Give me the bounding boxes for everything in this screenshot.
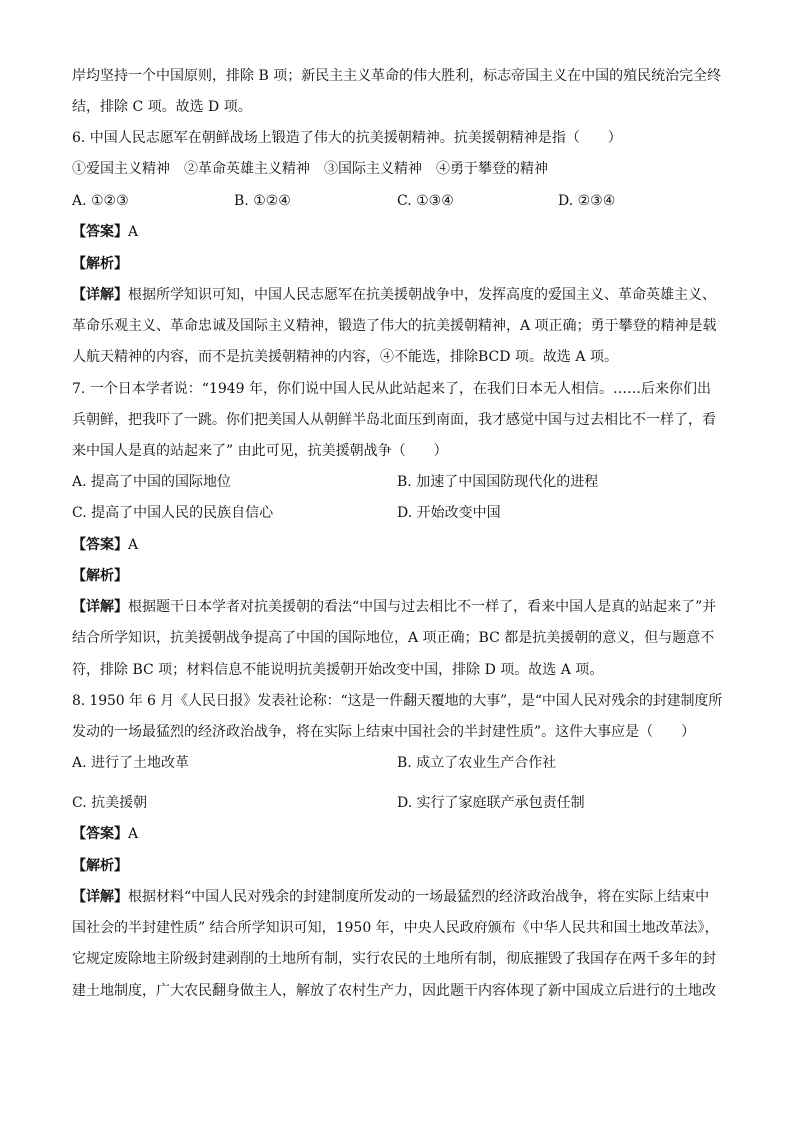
q6-option-b: B. ①②④ bbox=[234, 193, 291, 209]
q7-stem-line: 7. 一个日本学者说：“1949 年，你们说中国人民从此站起来了，在我们日本无人相信。……后来你们出 bbox=[72, 381, 712, 397]
q8-analysis-title: 【解析】 bbox=[72, 858, 128, 874]
q6-detail-line: 【详解】根据所学知识可知，中国人民志愿军在抗美援朝战争中，发挥高度的爱国主义、革命英雄主义、 bbox=[72, 287, 716, 303]
q8-stem-line: 8. 1950 年 6 月《人民日报》发表社论称：“这是一件翻天覆地的大事”，是“中国人民对残余的封建制度所 bbox=[72, 693, 722, 709]
q6-stem: 6. 中国人民志愿军在朝鲜战场上锻造了伟大的抗美援朝精神。抗美援朝精神是指（ ） bbox=[72, 130, 622, 146]
q7-detail-line: 符，排除 BC 项；材料信息不能说明抗美援朝开始改变中国，排除 D 项。故选 A 项。 bbox=[72, 662, 604, 678]
q8-detail-line: 【详解】根据材料“中国人民对残余的封建制度所发动的一场最猛烈的经济政治战争，将在实际上结束中 bbox=[72, 889, 710, 905]
q8-option-d: D. 实行了家庭联产承包责任制 bbox=[397, 795, 585, 811]
q6-analysis-title: 【解析】 bbox=[72, 256, 128, 272]
q7-option-b: B. 加速了中国国防现代化的进程 bbox=[397, 474, 599, 490]
q6-answer: 【答案】A bbox=[72, 224, 139, 240]
q8-answer: 【答案】A bbox=[72, 826, 139, 842]
q7-detail-line: 【详解】根据题干日本学者对抗美援朝的看法“中国与过去相比不一样了，看来中国人是真的站起来了”并 bbox=[72, 599, 717, 615]
q8-option-b: B. 成立了农业生产合作社 bbox=[397, 755, 557, 771]
prev-analysis-line: 结，排除 C 项。故选 D 项。 bbox=[72, 99, 252, 115]
q7-answer: 【答案】A bbox=[72, 537, 139, 553]
q7-option-d: D. 开始改变中国 bbox=[397, 505, 501, 521]
q7-detail-line: 结合所学知识，抗美援朝战争提高了中国的国际地位，A 项正确；BC 都是抗美援朝的意义，但与题意不 bbox=[72, 630, 715, 646]
q7-analysis-title: 【解析】 bbox=[72, 568, 128, 584]
q6-detail-line: 人航天精神的内容，而不是抗美援朝精神的内容，④不能选，排除BCD 项。故选 A 项。 bbox=[72, 349, 618, 365]
q7-option-c: C. 提高了中国人民的民族自信心 bbox=[72, 505, 274, 521]
q8-detail-line: 建土地制度，广大农民翻身做主人，解放了农村生产力，因此题干内容体现了新中国成立后进行的土地改 bbox=[72, 983, 716, 999]
q6-option-c: C. ①③④ bbox=[397, 193, 454, 209]
q6-detail-line: 革命乐观主义、革命忠诚及国际主义精神，锻造了伟大的抗美援朝精神，A 项正确；勇于攀登的精神是载 bbox=[72, 318, 717, 334]
q7-option-a: A. 提高了中国的国际地位 bbox=[72, 474, 232, 490]
q8-stem-line: 发动的一场最猛烈的经济政治战争，将在实际上结束中国社会的半封建性质”。这件大事应是（ ） bbox=[72, 724, 696, 740]
prev-analysis-line: 岸均坚持一个中国原则，排除 B 项；新民主主义革命的伟大胜利，标志帝国主义在中国的殖民统治完全终 bbox=[72, 68, 722, 84]
q7-stem-line: 兵朝鲜，把我吓了一跳。你们把美国人从朝鲜半岛北面压到南面，我才感觉中国与过去相比不一样了，看 bbox=[72, 412, 716, 428]
q8-option-a: A. 进行了土地改革 bbox=[72, 755, 190, 771]
q8-detail-line: 国社会的半封建性质” 结合所学知识可知，1950 年，中央人民政府颁布《中华人民共和国土地改革法》， bbox=[72, 920, 719, 936]
q6-items: ①爱国主义精神 ②革命英雄主义精神 ③国际主义精神 ④勇于攀登的精神 bbox=[72, 161, 548, 177]
q6-option-d: D. ②③④ bbox=[558, 193, 616, 209]
q8-detail-line: 它规定废除地主阶级封建剥削的土地所有制，实行农民的土地所有制，彻底摧毁了我国存在两千多年的封 bbox=[72, 951, 716, 967]
q7-stem-line: 来中国人是真的站起来了” 由此可见，抗美援朝战争（ ） bbox=[72, 443, 448, 459]
q6-option-a: A. ①②③ bbox=[72, 193, 129, 209]
q8-option-c: C. 抗美援朝 bbox=[72, 795, 148, 811]
